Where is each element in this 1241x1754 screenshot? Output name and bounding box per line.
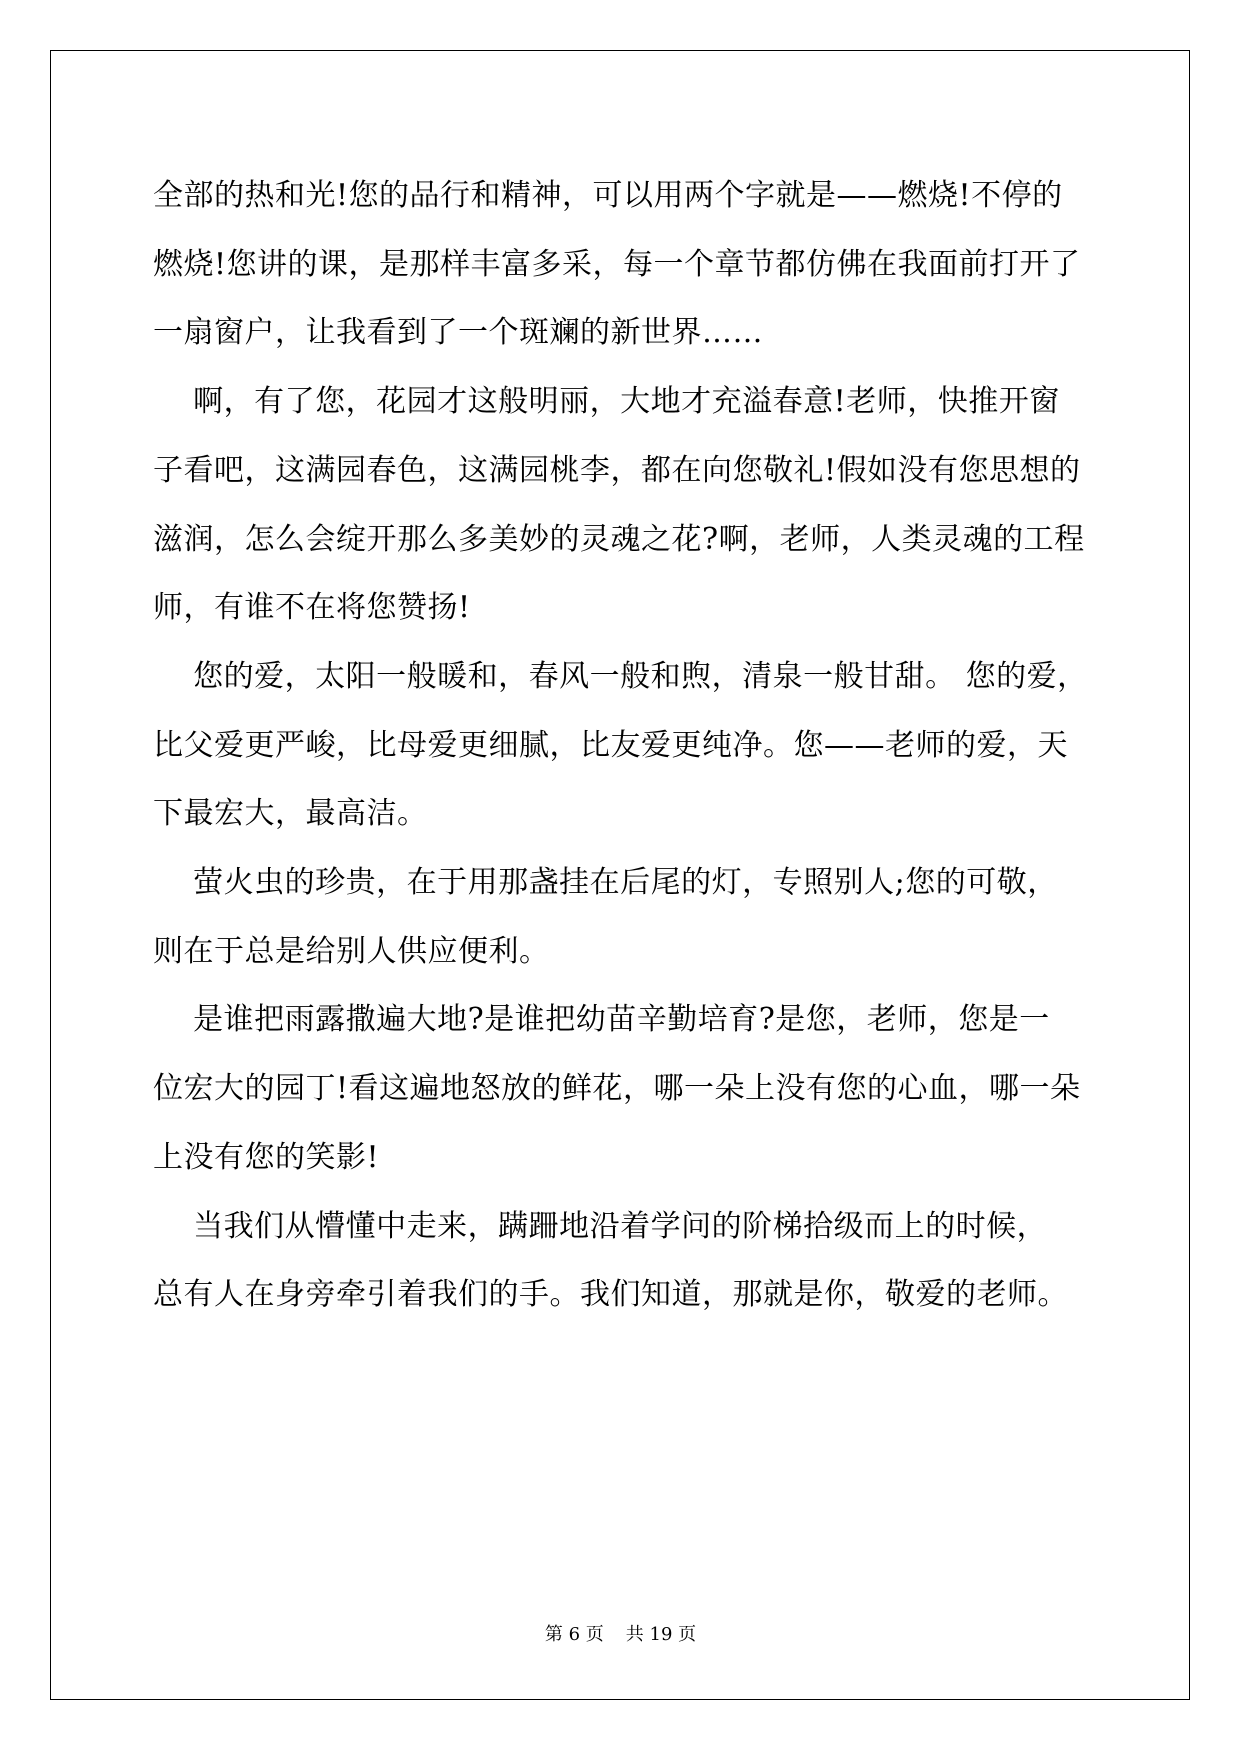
text-line: 您的爱，太阳一般暖和，春风一般和煦，清泉一般甘甜。 您的爱， <box>153 658 1088 694</box>
text-line: 是谁把雨露撒遍大地?是谁把幼苗辛勤培育?是您，老师，您是一 <box>153 1002 1050 1038</box>
text-line: 总有人在身旁牵引着我们的手。我们知道，那就是你，敬爱的老师。 <box>153 1277 1068 1313</box>
page-footer <box>0 1623 1241 1647</box>
text-line: 当我们从懵懂中走来，蹒跚地沿着学问的阶梯拾级而上的时候， <box>153 1208 1048 1244</box>
text-line: 上没有您的笑影! <box>153 1139 380 1175</box>
text-line: 比父爱更严峻，比母爱更细腻，比友爱更纯净。您——老师的爱，天 <box>153 727 1068 763</box>
text-line: 师，有谁不在将您赞扬! <box>153 590 471 626</box>
document-body <box>153 162 1093 1330</box>
text-line: 下最宏大，最高洁。 <box>153 796 428 832</box>
text-line: 啊，有了您，花园才这般明丽，大地才充溢春意!老师，快推开窗 <box>153 384 1060 420</box>
text-line: 萤火虫的珍贵，在于用那盏挂在后尾的灯，专照别人;您的可敬， <box>153 865 1058 901</box>
text-line: 则在于总是给别人供应便利。 <box>153 933 550 969</box>
page-number: 第 6 页 <box>544 1624 604 1645</box>
page-total: 共 19 页 <box>625 1624 697 1645</box>
text-line: 一扇窗户，让我看到了一个斑斓的新世界…… <box>153 315 763 351</box>
text-line: 燃烧!您讲的课，是那样丰富多采，每一个章节都仿佛在我面前打开了 <box>153 246 1081 282</box>
text-line: 子看吧，这满园春色，这满园桃李，都在向您敬礼!假如没有您思想的 <box>153 452 1081 488</box>
text-line: 滋润，怎么会绽开那么多美妙的灵魂之花?啊，老师，人类灵魂的工程 <box>153 521 1085 557</box>
text-line: 位宏大的园丁!看这遍地怒放的鲜花，哪一朵上没有您的心血，哪一朵 <box>153 1071 1081 1107</box>
text-line: 全部的热和光!您的品行和精神，可以用两个字就是——燃烧!不停的 <box>153 178 1063 213</box>
